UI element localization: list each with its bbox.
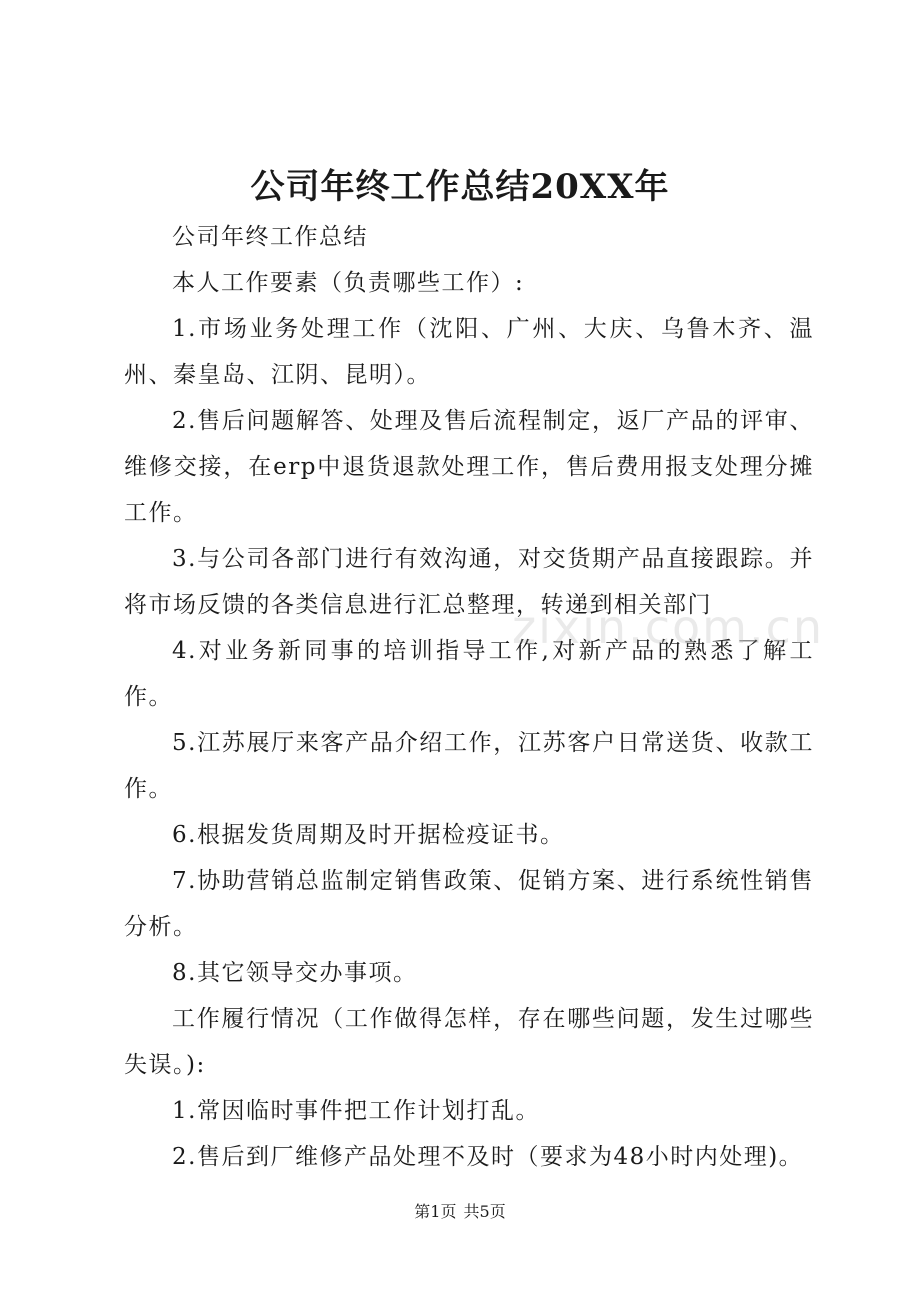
- paragraph-item-6: 6.根据发货周期及时开据检疫证书。: [172, 822, 565, 848]
- watermark: zixin.com.cn: [512, 600, 825, 654]
- paragraph-item-8: 8.其它领导交办事项。: [172, 960, 418, 986]
- paragraph-performance-heading: 工作履行情况（工作做得怎样，存在哪些问题，发生过哪些失误。):: [124, 1006, 814, 1078]
- paragraph-issue-2: 2.售后到厂维修产品处理不及时（要求为48小时内处理)。: [172, 1144, 804, 1170]
- document-body: [124, 214, 814, 1180]
- paragraph-item-5: 5.江苏展厅来客产品介绍工作，江苏客户日常送货、收款工作。: [124, 730, 814, 802]
- paragraph-item-3: 3.与公司各部门进行有效沟通，对交货期产品直接跟踪。并将市场反馈的各类信息进行汇总整理，转递到相关部门: [124, 546, 814, 618]
- page-footer: 第1页 共5页: [414, 1202, 506, 1221]
- paragraph-issue-1: 1.常因临时事件把工作计划打乱。: [172, 1098, 540, 1124]
- paragraph-work-elements-heading: 本人工作要素（负责哪些工作）:: [172, 270, 525, 296]
- paragraph-intro: 公司年终工作总结: [172, 224, 368, 250]
- document-title: 公司年终工作总结20XX年: [250, 167, 670, 207]
- paragraph-item-7: 7.协助营销总监制定销售政策、促销方案、进行系统性销售分析。: [124, 868, 814, 940]
- paragraph-item-4: 4.对业务新同事的培训指导工作,对新产品的熟悉了解工作。: [124, 638, 814, 710]
- paragraph-item-2: 2.售后问题解答、处理及售后流程制定，返厂产品的评审、维修交接，在erp中退货退款处理工作，售后费用报支处理分摊工作。: [124, 408, 814, 526]
- paragraph-item-1: 1.市场业务处理工作（沈阳、广州、大庆、乌鲁木齐、温州、秦皇岛、江阴、昆明）。: [124, 316, 814, 388]
